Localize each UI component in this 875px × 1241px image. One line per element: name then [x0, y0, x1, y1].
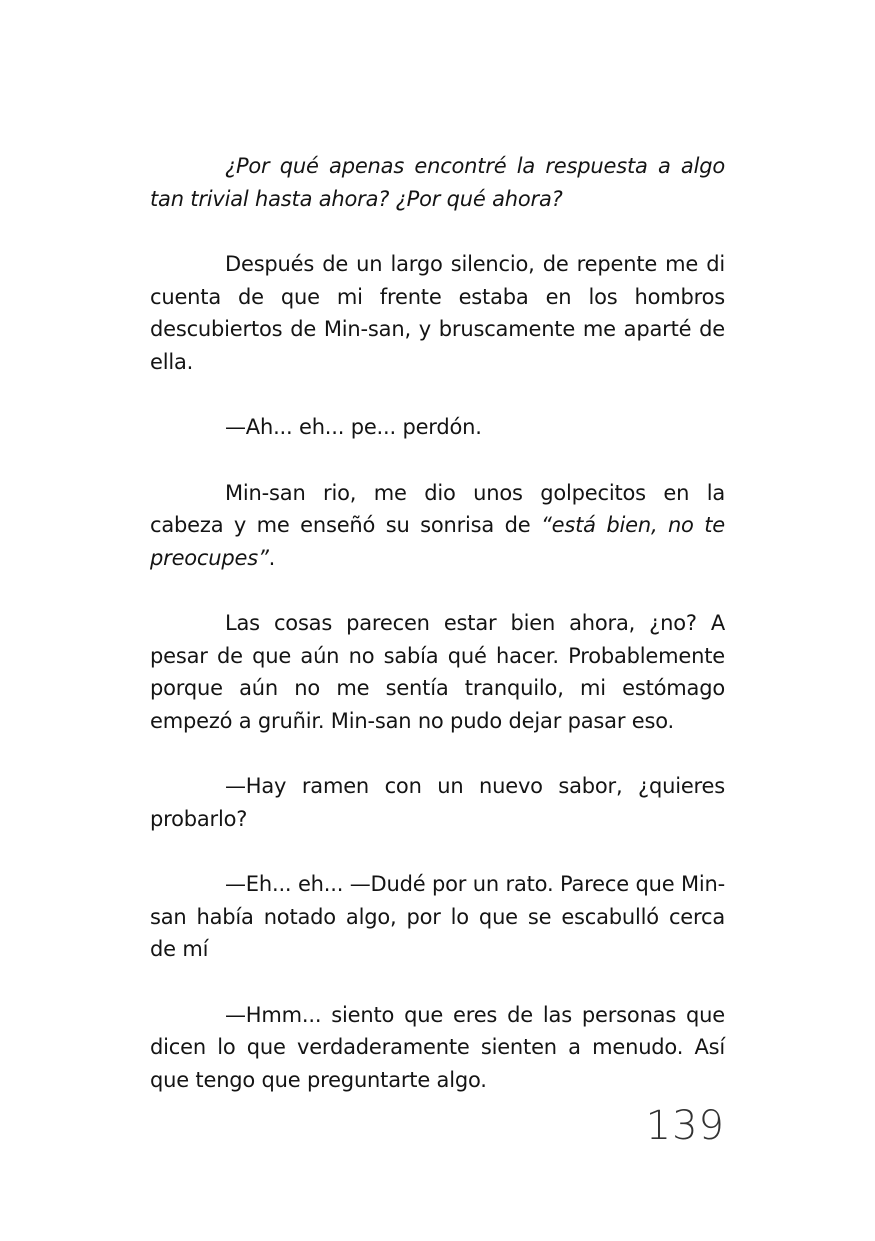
- paragraph-8: —Hmm... siento que eres de las personas que dicen lo que verdaderamente sienten a menudo. Así que tengo que preguntarte algo.: [150, 1002, 725, 1092]
- paragraph-4: [150, 477, 725, 575]
- paragraph-3: —Ah... eh... pe... perdón.: [225, 415, 482, 439]
- paragraph-2: Después de un largo silencio, de repente me di cuenta de que mi frente estaba en los hombros descubiertos de Min-san, y bruscamente me aparté de ella.: [150, 252, 725, 374]
- paragraph-4-emphasis: “está bien, no te preocupes”: [150, 513, 725, 570]
- paragraph-5: Las cosas parecen estar bien ahora, ¿no? A pesar de que aún no sabía qué hacer. Probablemente porque aún no me sentía tranquilo, mi estómago empezó a gruñir. Min-san no pudo dejar pasar eso.: [150, 611, 725, 733]
- paragraph-4-text-after: .: [268, 545, 276, 570]
- paragraph-1: ¿Por qué apenas encontré la respuesta a algo tan trivial hasta ahora? ¿Por qué ahora?: [150, 154, 725, 211]
- paragraph-4-text-before: Min-san rio, me dio unos golpecitos en la cabeza y me enseñó su sonrisa de: [150, 480, 725, 537]
- page-body: [150, 150, 725, 1129]
- paragraph-6: —Hay ramen con un nuevo sabor, ¿quieres probarlo?: [150, 774, 725, 831]
- page-number: 139: [645, 1103, 725, 1149]
- paragraph-7: —Eh... eh... —Dudé por un rato. Parece que Min-san había notado algo, por lo que se escabulló cerca de mí: [150, 872, 725, 961]
